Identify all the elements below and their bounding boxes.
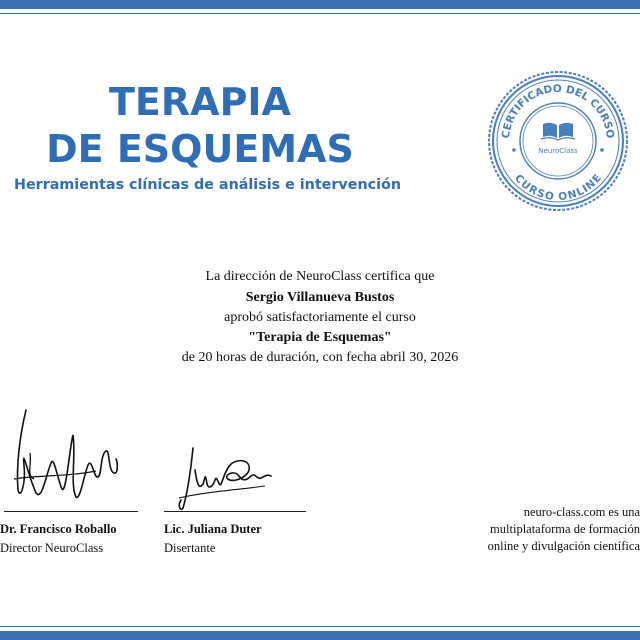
signature-juliana-duter xyxy=(165,440,275,515)
recipient-name: Sergio Villanueva Bustos xyxy=(245,290,395,305)
course-seal xyxy=(487,70,629,212)
seal-brand: NeuroClass xyxy=(538,147,578,155)
signer-2-name: Lic. Juliana Duter xyxy=(164,522,262,536)
course-duration-date: de 20 horas de duración, con fecha abril 30, 2026 xyxy=(181,350,459,365)
top-border-line xyxy=(0,13,640,14)
signature-line-2 xyxy=(164,511,306,512)
footer-line-1: neuro-class.com es una xyxy=(523,505,640,519)
certificate-title-line-2: DE ESQUEMAS xyxy=(46,127,354,171)
bottom-border-band xyxy=(0,631,640,640)
footer-line-2: multiplataforma de formación xyxy=(490,522,640,536)
footer-note xyxy=(480,504,640,555)
signer-1-role: Director NeuroClass xyxy=(0,541,104,555)
certify-intro: La dirección de NeuroClass certifica que xyxy=(205,269,435,284)
certificate-title-line-1: TERAPIA xyxy=(109,80,291,124)
approval-text: aprobó satisfactoriamente el curso xyxy=(224,310,416,325)
course-name: "Terapia de Esquemas" xyxy=(248,330,392,345)
signature-line-1 xyxy=(4,511,138,512)
footer-line-3: online y divulgación científica xyxy=(487,539,640,553)
seal-bottom-text: CURSO ONLINE xyxy=(511,172,605,204)
seal-top-text: CERTIFICADO DEL CURSO xyxy=(499,82,617,140)
certificate-subtitle: Herramientas clínicas de análisis e intervención xyxy=(14,177,402,193)
signer-2-role: Disertante xyxy=(164,541,216,555)
signer-1-name: Dr. Francisco Roballo xyxy=(0,522,117,536)
signature-francisco-roballo xyxy=(6,405,141,515)
book-icon xyxy=(541,123,575,140)
bottom-border-line xyxy=(0,626,640,627)
top-border-band xyxy=(0,0,640,9)
